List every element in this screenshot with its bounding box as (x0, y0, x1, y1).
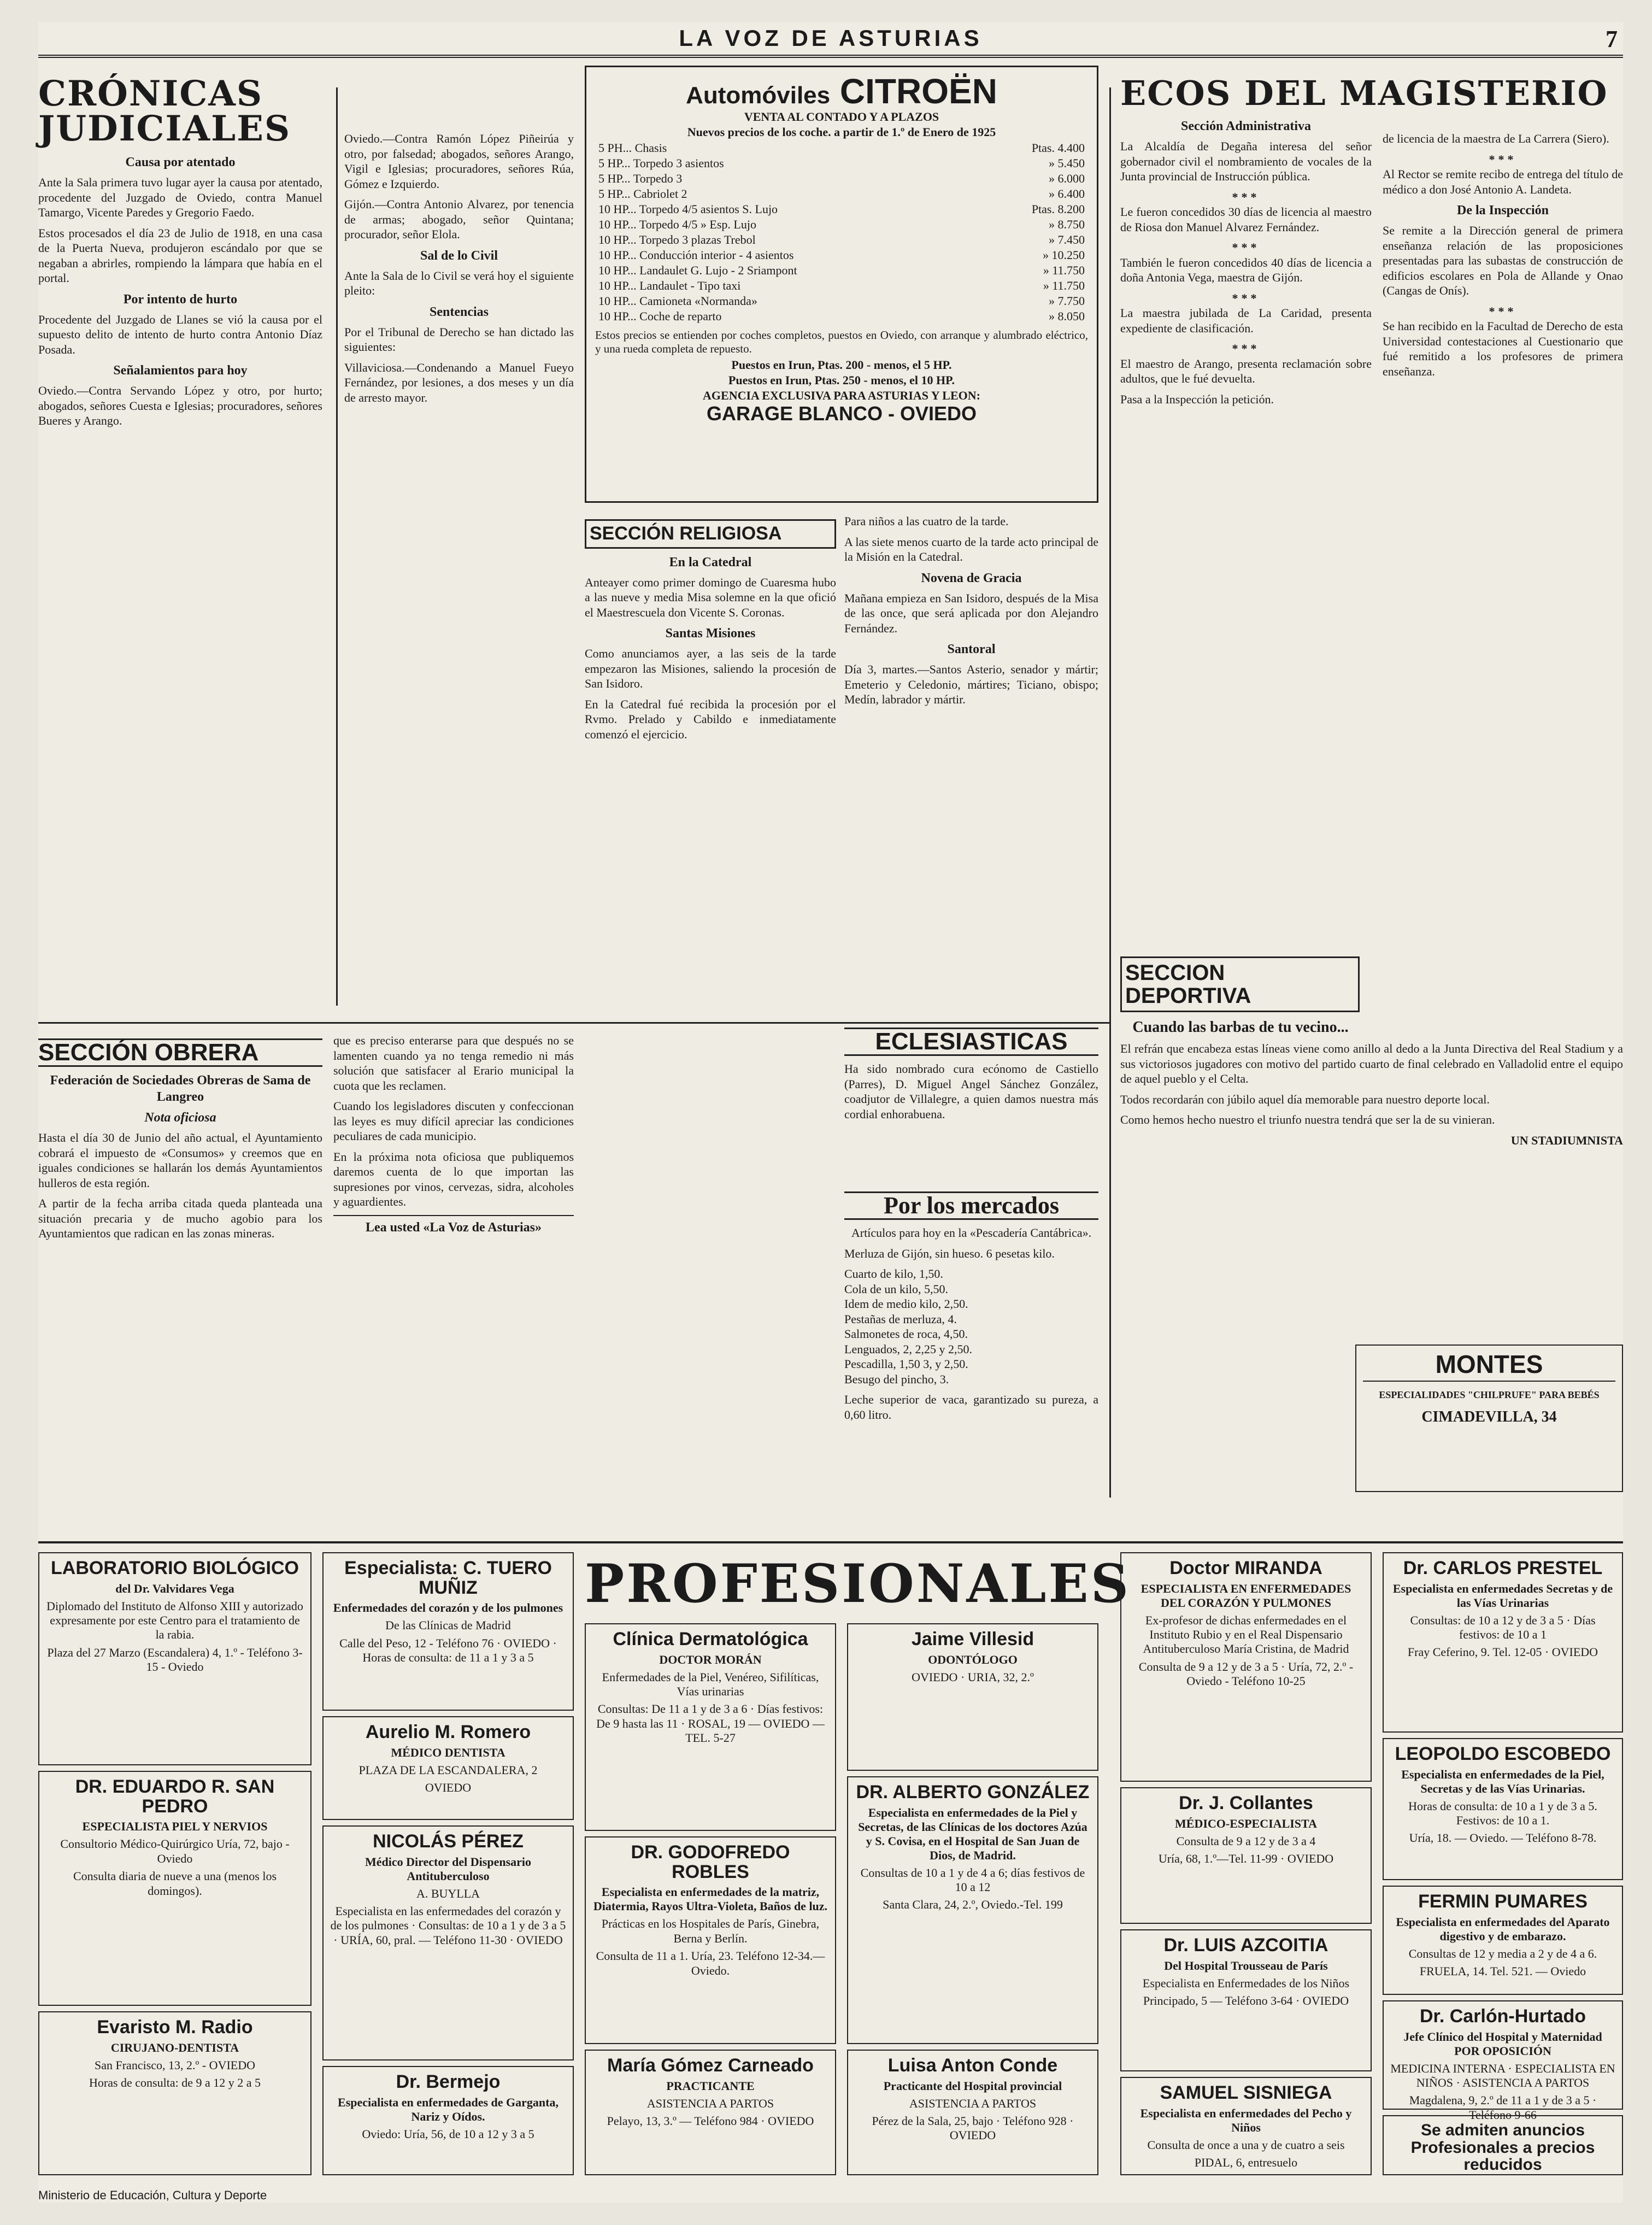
citroen-price-row (595, 202, 1088, 217)
ad-tuero-s1: Enfermedades del corazón y de los pulmones (333, 1601, 563, 1615)
religiosa-subhead: En la Catedral (669, 555, 752, 570)
ad-villesid-s2: OVIEDO · URIA, 32, 2.º (912, 1670, 1034, 1684)
cronicas-paragraph: Por el Tribunal de Derecho se han dictado las siguientes: (344, 325, 574, 354)
ad-prestel-s1: Especialista en enfermedades Secretas y de las Vías Urinarias (1392, 1581, 1613, 1610)
newspaper-title: LA VOZ DE ASTURIAS (679, 25, 983, 51)
deportiva-paragraph: Como hemos hecho nuestro el triunfo nuestra tendrá que ser la de su vinieran. (1120, 1113, 1495, 1126)
ad-perez-t: NICOLÁS PÉREZ (373, 1831, 524, 1852)
cronicas-paragraph: Procedente del Juzgado de Llanes se vió la causa por el supuesto delito de intento de hurto contra Antonio Díaz Posada. (38, 312, 322, 356)
ad-prestel (1383, 1552, 1623, 1733)
ad-bermejo-s2: Oviedo: Uría, 56, de 10 a 12 y 3 a 5 (362, 2127, 534, 2141)
ad-radio-t: Evaristo M. Radio (97, 2017, 253, 2038)
religiosa-paragraph: En la Catedral fué recibida la procesión por el Rvmo. Prelado y Cabildo e inmediatamente comenzó el ejercicio. (585, 697, 836, 741)
ad-romero-s2: PLAZA DE LA ESCANDALERA, 2 (358, 1763, 538, 1777)
column-rule (336, 87, 338, 1006)
montes-title: MONTES (1363, 1351, 1615, 1382)
religiosa-subhead: Santas Misiones (665, 626, 756, 641)
ad-prestel-s3: Fray Ceferino, 9. Tel. 12-05 · OVIEDO (1407, 1645, 1598, 1659)
ad-carneado-s2: ASISTENCIA A PARTOS (646, 2096, 774, 2110)
citroen-brand: CITROËN (839, 72, 997, 111)
cronicas-paragraph: Estos procesados el día 23 de Julio de 1918, en una casa de la Puerta Nueva, produjeron escándalo por que se negaban a abrirles, rompiendo la lámpara que había en el portal. (38, 226, 322, 285)
ad-gonzalez (847, 1776, 1098, 2044)
citroen-model: 10 HP... Torpedo 3 plazas Trebol (598, 233, 756, 246)
citroen-price-row (595, 217, 1088, 232)
magisterio-subhead: Sección Administrativa (1181, 119, 1311, 133)
ad-romero-s1: MÉDICO DENTISTA (391, 1745, 505, 1759)
religiosa-col-1 (585, 514, 836, 1541)
montes-address: CIMADEVILLA, 34 (1421, 1408, 1557, 1426)
religiosa-paragraph: Para niños a las cuatro de la tarde. (844, 514, 1009, 528)
ad-escobedo-s2: Horas de consulta: de 10 a 1 y de 3 a 5. Festivos: de 10 a 1. (1408, 1799, 1597, 1828)
religiosa-heading: SECCIÓN RELIGIOSA (585, 519, 836, 549)
ad-laboratorio-t: LABORATORIO BIOLÓGICO (51, 1558, 299, 1578)
deportiva-paragraph: El refrán que encabeza estas líneas viene como anillo al dedo a la Junta Directiva del Real Stadium y a sus victoriosos jugadores con motivo del partido cuarto de final celebrado en Valladolid entre el equipo de aquel pueblo y el Celta. (1120, 1042, 1623, 1085)
citroen-sub1: VENTA AL CONTADO Y A PLAZOS (744, 110, 939, 124)
ad-collantes-s3: Uría, 68, 1.º—Tel. 11-99 · OVIEDO (1158, 1852, 1334, 1866)
citroen-price-row (595, 186, 1088, 202)
ad-sisniega (1120, 2077, 1372, 2175)
citroen-price-row (595, 278, 1088, 293)
ad-sanpedro-s2: Consultorio Médico-Quirúrgico Uría, 72, bajo - Oviedo (60, 1837, 290, 1865)
citroen-model: 10 HP... Landaulet - Tipo taxi (598, 279, 741, 292)
citroen-price: » 6.400 (1049, 187, 1085, 201)
magisterio-paragraph: Le fueron concedidos 30 días de licencia al maestro de Riosa don Manuel Alvarez Fernández. (1120, 205, 1372, 234)
religiosa-paragraph: Día 3, martes.—Santos Asterio, senador y mártir; Emeterio y Celedonio, mártires; Ticiano, obispo; Medín, labrador y mártir. (844, 662, 1098, 706)
citroen-model: 5 HP... Torpedo 3 asientos (598, 156, 724, 170)
deportiva-heading: SECCION DEPORTIVA (1120, 956, 1360, 1012)
cronicas-paragraph: Oviedo.—Contra Ramón López Piñeirúa y otro, por falsedad; abogados, señores Arango, Vigil e Iglesias; procuradores, señores Rúa, Gómez e Izquierdo. (344, 132, 574, 191)
religiosa-subhead: Novena de Gracia (921, 571, 1022, 585)
obrera-paragraph: Cuando los legisladores discuten y confeccionan las leyes es muy difícil apreciar las condiciones peculiares de cada municipio. (333, 1099, 574, 1143)
ad-collantes-s1: MÉDICO-ESPECIALISTA (1175, 1816, 1317, 1830)
ad-robles-s2: Prácticas en los Hospitales de París, Ginebra, Berna y Berlín. (601, 1917, 820, 1945)
separator: *** (1232, 190, 1260, 204)
religiosa-col-2 (844, 514, 1098, 1017)
ad-escobedo-t: LEOPOLDO ESCOBEDO (1395, 1743, 1611, 1764)
newspaper-page (38, 22, 1623, 2203)
ad-bermejo (322, 2066, 574, 2175)
cronicas-paragraph: Oviedo.—Contra Servando López y otro, por hurto; abogados, señores Cuesta e Iglesias; procuradores, señores Bueres y Arango. (38, 384, 322, 427)
ad-robles (585, 1836, 836, 2044)
magisterio-paragraph: Pasa a la Inspección la petición. (1120, 392, 1274, 406)
citroen-price: » 8.750 (1049, 218, 1085, 231)
cronicas-paragraph: Villaviciosa.—Condenando a Manuel Fueyo Fernández, por lesiones, a dos meses y un día de arresto mayor. (344, 360, 574, 404)
mercados-intro: Artículos para hoy en la «Pescadería Cantábrica». (851, 1226, 1092, 1240)
ad-sanpedro (38, 1771, 311, 2006)
mercados-heading: Por los mercados (844, 1191, 1098, 1220)
obrera-subhead: Nota oficiosa (144, 1111, 216, 1125)
citroen-price: » 11.750 (1043, 279, 1085, 292)
ad-laboratorio-s1: del Dr. Valvidares Vega (115, 1581, 234, 1595)
ad-gonzalez-s2: Consultas de 10 a 1 y de 4 a 6; días festivos de 10 a 12 (860, 1865, 1085, 1894)
eclesiasticas-col (844, 1022, 1098, 1175)
mercados-list (844, 1266, 1098, 1387)
ad-collantes-t: Dr. J. Collantes (1179, 1793, 1313, 1813)
ad-sanpedro-s3: Consulta diaria de nueve a una (menos los domingos). (73, 1869, 277, 1898)
ad-hurtado-s1: Jefe Clínico del Hospital y Maternidad POR OPOSICIÓN (1403, 2029, 1602, 2058)
cronicas-paragraph: Ante la Sala de lo Civil se verá hoy el siguiente pleito: (344, 268, 574, 297)
eclesiasticas-heading: ECLESIASTICAS (844, 1028, 1098, 1056)
religiosa-paragraph: A las siete menos cuarto de la tarde acto principal de la Misión en la Catedral. (844, 535, 1098, 563)
obrera-paragraph: A partir de la fecha arriba citada queda planteada una situación precaria y de mucho agobio para los Ayuntamientos que radican en las zonas mineras. (38, 1196, 322, 1241)
ad-bermejo-t: Dr. Bermejo (396, 2071, 501, 2092)
mercados-item: Salmonetes de roca, 4,50. (844, 1327, 968, 1341)
montes-ad (1355, 1345, 1623, 1492)
citroen-price-row (595, 171, 1088, 186)
citroen-price-row (595, 293, 1088, 309)
montes-sub: ESPECIALIDADES "CHILPRUFE" PARA BEBÉS (1379, 1389, 1600, 1401)
obrera-paragraph: Hasta el día 30 de Junio del año actual, el Ayuntamiento cobrará el impuesto de «Consumos» y creemos que en iguales condiciones se hallarán los demás Ayuntamientos hulleros de esta región. (38, 1131, 322, 1190)
citroen-model: 10 HP... Landaulet G. Lujo - 2 Sriampont (598, 263, 797, 277)
citroen-price-row (595, 309, 1088, 324)
cronicas-subhead: Señalamientos para hoy (113, 363, 248, 378)
ad-gonzalez-t: DR. ALBERTO GONZÁLEZ (856, 1782, 1090, 1803)
mercados-item: Pestañas de merluza, 4. (844, 1312, 957, 1326)
cronicas-paragraph: Gijón.—Contra Antonio Alvarez, por tenencia de armas; abogado, señor Quintana; procurador, señor Elola. (344, 197, 574, 241)
citroen-price-row (595, 263, 1088, 278)
ad-carneado-s3: Pelayo, 13, 3.º — Teléfono 984 · OVIEDO (607, 2114, 814, 2128)
mercados-col (844, 1186, 1098, 1536)
cronicas-subhead: Sentencias (430, 304, 489, 319)
citroen-price: » 8.050 (1049, 309, 1085, 323)
ad-azcoitia-t: Dr. LUIS AZCOITIA (1163, 1935, 1328, 1956)
ad-romero (322, 1716, 574, 1820)
ad-conde-s2: ASISTENCIA A PARTOS (909, 2096, 1037, 2110)
ad-moran-s1: DOCTOR MORÁN (659, 1652, 762, 1666)
ad-hurtado-s2: MEDICINA INTERNA · ESPECIALISTA EN NIÑOS · ASISTENCIA A PARTOS (1390, 2061, 1615, 2090)
citroen-price: » 6.000 (1049, 172, 1085, 185)
mercados-paragraph: Leche superior de vaca, garantizado su pureza, a 0,60 litro. (844, 1393, 1098, 1422)
ad-carneado (585, 2050, 836, 2175)
ad-robles-s1: Especialista en enfermedades de la matriz, Diatermia, Rayos Ultra-Violeta, Baños de luz. (593, 1885, 828, 1913)
ad-prestel-t: Dr. CARLOS PRESTEL (1403, 1558, 1603, 1578)
ad-radio (38, 2011, 311, 2175)
ad-perez-s2: A. BUYLLA (416, 1886, 480, 1900)
ad-hurtado-s3: Magdalena, 9, 2.º de 11 a 1 y de 3 a 5 · Teléfono 9-66 (1409, 2093, 1597, 2122)
ad-sanpedro-s1: ESPECIALISTA PIEL Y NERVIOS (82, 1819, 268, 1834)
ad-hurtado-t: Dr. Carlón-Hurtado (1419, 2006, 1586, 2027)
citroen-model: 10 HP... Conducción interior - 4 asientos (598, 248, 794, 262)
ad-laboratorio-s3: Plaza del 27 Marzo (Escandalera) 4, 1.º - Teléfono 3-15 - Oviedo (47, 1645, 303, 1674)
ad-tuero-t: Especialista: C. TUERO MUÑIZ (344, 1558, 552, 1598)
separator: *** (1489, 152, 1517, 166)
citroen-model: 10 HP... Coche de reparto (598, 309, 722, 323)
ad-sisniega-t: SAMUEL SISNIEGA (1160, 2082, 1332, 2103)
ad-tuero (322, 1552, 574, 1711)
ad-romero-t: Aurelio M. Romero (365, 1722, 531, 1742)
citroen-model: 5 HP... Torpedo 3 (598, 172, 683, 185)
ad-moran-s3: Consultas: De 11 a 1 y de 3 a 6 · Días festivos: De 9 hasta las 11 · ROSAL, 19 — OVIEDO — TEL. 5-27 (596, 1702, 825, 1745)
ad-collantes (1120, 1787, 1372, 1924)
magisterio-paragraph: Se han recibido en la Facultad de Derecho de esta Universidad contestaciones al Cuestionario que fué remitido a los profesores de primera enseñanza. (1383, 319, 1623, 378)
ad-sisniega-s1: Especialista en enfermedades del Pecho y Niños (1140, 2106, 1352, 2134)
magisterio-paragraph: Al Rector se remite recibo de entrega del título de médico a don José Antonio A. Landeta. (1383, 167, 1623, 196)
magisterio-subhead: De la Inspección (1457, 203, 1549, 218)
mercados-item: Pescadilla, 1,50 3, y 2,50. (844, 1357, 968, 1371)
ad-hurtado (1383, 2000, 1623, 2122)
ad-conde (847, 2050, 1098, 2175)
cronicas-col-1 (38, 71, 322, 1011)
mercados-item: Cuarto de kilo, 1,50. (844, 1267, 943, 1281)
cronicas-heading: CRÓNICAS JUDICIALES (38, 73, 291, 149)
citroen-ad (585, 66, 1098, 503)
magisterio-paragraph: También le fueron concedidos 40 días de licencia a doña Antonia Vega, maestra de Gijón. (1120, 255, 1372, 284)
ad-radio-s3: Horas de consulta: de 9 a 12 y 2 a 5 (89, 2076, 261, 2090)
ad-tuero-s2: De las Clínicas de Madrid (385, 1618, 511, 1633)
citroen-model: 10 HP... Torpedo 4/5 » Esp. Lujo (598, 218, 756, 231)
magisterio-paragraph: La maestra jubilada de La Caridad, presenta expediente de clasificación. (1120, 306, 1372, 335)
ad-perez-s3: Especialista en las enfermedades del corazón y de los pulmones · Consultas: de 10 a 1 y de 3 a 5 · URÍA, 60, pral. — Teléfono 11-30 · OVIEDO (330, 1904, 566, 1947)
ad-pumares-s2: Consultas de 12 y media a 2 y de 4 a 6. (1408, 1946, 1597, 1960)
ad-sisniega-s2: Consulta de once a una y de cuatro a seis (1147, 2138, 1345, 2152)
page-number: 7 (1606, 26, 1618, 52)
ad-collantes-s2: Consulta de 9 a 12 y de 3 a 4 (1176, 1834, 1316, 1848)
ad-miranda-t: Doctor MIRANDA (1169, 1558, 1322, 1578)
ad-villesid-t: Jaime Villesid (911, 1629, 1034, 1649)
ad-villesid-s1: ODONTÓLOGO (928, 1652, 1018, 1666)
cronicas-col-2 (344, 131, 574, 1006)
ad-gonzalez-s1: Especialista en enfermedades de la Piel y Secretas, de las Clínicas de los doctores Azúa y S. Covisa, en el Hospital de San Juan de Dios, de Madrid. (858, 1805, 1087, 1862)
cronicas-subhead: Por intento de hurto (123, 292, 238, 307)
ad-robles-s3: Consulta de 11 a 1. Uría, 23. Teléfono 12-34.—Oviedo. (596, 1949, 825, 1977)
magisterio-paragraph: Se remite a la Dirección general de primera enseñanza relación de las proposiciones presentadas para las subastas de construcción de edificios escolares en Pola de Allande y Onao (Cangas de Onís). (1383, 224, 1623, 297)
ad-bermejo-s1: Especialista en enfermedades de Garganta, Nariz y Oídos. (338, 2095, 558, 2123)
ad-miranda (1120, 1552, 1372, 1782)
ad-moran-t: Clínica Dermatológica (613, 1629, 808, 1649)
ad-carneado-t: María Gómez Carneado (607, 2055, 814, 2076)
citroen-price: » 10.250 (1043, 248, 1085, 262)
magisterio-paragraph: de licencia de la maestra de La Carrera (Siero). (1383, 132, 1609, 145)
ad-carneado-s1: PRACTICANTE (666, 2079, 755, 2093)
citroen-price-table (595, 140, 1088, 324)
citroen-agency: AGENCIA EXCLUSIVA PARA ASTURIAS Y LEON: (703, 389, 980, 402)
religiosa-paragraph: Anteayer como primer domingo de Cuaresma hubo a las nueve y media Misa solemne en la que ofició el Maestrescuela don Vicente S. Coronas. (585, 575, 836, 619)
magisterio-paragraph: El maestro de Arango, presenta reclamación sobre adultos, que le fué devuelta. (1120, 356, 1372, 385)
citroen-price-row (595, 156, 1088, 171)
section-rule (38, 1541, 1623, 1543)
deportiva-paragraph: Todos recordarán con júbilo aquel día memorable para nuestro deporte local. (1120, 1092, 1490, 1106)
ad-sisniega-s3: PIDAL, 6, entresuelo (1194, 2156, 1298, 2170)
obrera-footer: Lea usted «La Voz de Asturias» (333, 1215, 574, 1236)
mercados-item: Lenguados, 2, 2,25 y 2,50. (844, 1342, 973, 1356)
ad-moran-s2: Enfermedades de la Piel, Venéreo, Sifilíticas, Vías urinarias (602, 1670, 819, 1699)
cronicas-subhead: Causa por atentado (125, 155, 236, 169)
separator: *** (1232, 240, 1260, 254)
citroen-irun2: Puestos en Irun, Ptas. 250 - menos, el 10 HP. (728, 373, 955, 387)
religiosa-subhead: Santoral (947, 642, 996, 656)
ad-villesid (847, 1623, 1098, 1771)
magisterio-col-2 (1383, 131, 1623, 946)
ad-anuncios (1383, 2115, 1623, 2175)
deportiva-signature: UN STADIUMNISTA (1510, 1133, 1623, 1147)
citroen-line1: Automóviles (686, 82, 831, 109)
ad-pumares-s3: FRUELA, 14. Tel. 521. — Oviedo (1419, 1964, 1586, 1979)
citroen-model: 10 HP... Torpedo 4/5 asientos S. Lujo (598, 202, 778, 216)
obrera-subhead: Federación de Sociedades Obreras de Sama de Langreo (50, 1073, 311, 1105)
ad-anuncios-t: Se admiten anuncios Profesionales a precios reducidos (1410, 2121, 1595, 2174)
citroen-price-row (595, 248, 1088, 263)
ad-conde-s3: Pérez de la Sala, 25, bajo · Teléfono 928 · OVIEDO (872, 2114, 1074, 2142)
obrera-col-2 (333, 1033, 574, 1536)
obrera-paragraph: que es preciso enterarse para que después no se lamenten cuando ya no tenga remedio ni más solución que satisfacer al Erario municipal la cuota que les reclamen. (333, 1034, 574, 1093)
separator: *** (1232, 342, 1260, 355)
obrera-heading: SECCIÓN OBRERA (38, 1038, 322, 1067)
citroen-price: » 7.450 (1049, 233, 1085, 246)
ad-laboratorio-s2: Diplomado del Instituto de Alfonso XIII y autorizado expresamente por este Centro para el tratamiento de la rabia. (46, 1599, 303, 1642)
ad-radio-s1: CIRUJANO-DENTISTA (110, 2040, 239, 2054)
deportiva-subhead: Cuando las barbas de tu vecino... (1132, 1019, 1349, 1036)
ad-escobedo-s3: Uría, 18. — Oviedo. — Teléfono 8-78. (1409, 1831, 1597, 1845)
ad-sanpedro-t: DR. EDUARDO R. SAN PEDRO (75, 1776, 275, 1817)
ad-escobedo-s1: Especialista en enfermedades de la Piel, Secretas y de las Vías Urinarias. (1401, 1767, 1604, 1795)
obrera-paragraph: En la próxima nota oficiosa que publiquemos daremos cuenta de lo que importan las supresiones por vinos, cervezas, sidra, alcoholes y aguardientes. (333, 1149, 574, 1208)
citroen-model: 10 HP... Camioneta «Normanda» (598, 294, 757, 308)
separator: *** (1489, 304, 1517, 318)
citroen-brand-line (595, 74, 1088, 109)
citroen-model: 5 HP... Cabriolet 2 (598, 187, 687, 201)
religiosa-paragraph: Mañana empieza en San Isidoro, después de la Misa de las once, que será aplicada por don Alejandro Fernández. (844, 591, 1098, 635)
mercados-paragraph: Merluza de Gijón, sin hueso. 6 pesetas kilo. (844, 1246, 1055, 1260)
mercados-item: Cola de un kilo, 5,50. (844, 1282, 949, 1296)
column-rule (1109, 87, 1111, 1498)
mercados-item: Besugo del pincho, 3. (844, 1372, 949, 1386)
citroen-sub2: Nuevos precios de los coche. a partir de 1.º de Enero de 1925 (687, 125, 996, 139)
ad-conde-t: Luisa Anton Conde (887, 2055, 1058, 2076)
obrera-col-1 (38, 1033, 322, 1536)
masthead (38, 22, 1623, 58)
ad-tuero-s3: Calle del Peso, 12 - Teléfono 76 · OVIEDO · Horas de consulta: de 11 a 1 y 3 a 5 (339, 1636, 557, 1665)
ad-radio-s2: San Francisco, 13, 2.º - OVIEDO (95, 2058, 255, 2072)
separator: *** (1232, 291, 1260, 305)
citroen-price: » 7.750 (1049, 294, 1085, 308)
ad-miranda-s1: ESPECIALISTA EN ENFERMEDADES DEL CORAZÓN Y PULMONES (1140, 1581, 1351, 1610)
ad-gonzalez-s3: Santa Clara, 24, 2.º, Oviedo.-Tel. 199 (883, 1898, 1063, 1912)
ad-laboratorio (38, 1552, 311, 1765)
ad-miranda-s2: Ex-profesor de dichas enfermedades en el Instituto Rubio y en el Real Dispensario Antituberculoso María Cristina, de Madrid (1143, 1613, 1349, 1656)
magisterio-paragraph: La Alcaldía de Degaña interesa del señor gobernador civil el nombramiento de vocales de la Junta provincial de Instrucción pública. (1120, 139, 1372, 183)
citroen-note: Estos precios se entienden por coches completos, puestos en Oviedo, con arranque y alumbrado eléctrico, y una rueda completa de repuesto. (595, 328, 1088, 355)
ad-robles-t: DR. GODOFREDO ROBLES (631, 1842, 790, 1882)
citroen-price: » 11.750 (1043, 263, 1085, 277)
profesionales-heading: PROFESIONALES (585, 1553, 1131, 1615)
citroen-price: » 5.450 (1049, 156, 1085, 170)
ad-moran (585, 1623, 836, 1831)
magisterio-heading: ECOS DEL MAGISTERIO (1120, 73, 1608, 113)
ad-pumares (1383, 1886, 1623, 1995)
mercados-item: Idem de medio kilo, 2,50. (844, 1297, 968, 1311)
citroen-price: Ptas. 4.400 (1031, 141, 1085, 155)
ad-prestel-s2: Consultas: de 10 a 12 y de 3 a 5 · Días festivos: de 10 a 1 (1410, 1613, 1596, 1642)
ad-conde-s1: Practicante del Hospital provincial (883, 2079, 1062, 2093)
ad-escobedo (1383, 1738, 1623, 1880)
ad-azcoitia (1120, 1929, 1372, 2071)
footer-credit: Ministerio de Educación, Cultura y Deporte (38, 2188, 267, 2202)
ad-romero-s3: OVIEDO (425, 1781, 472, 1795)
eclesiasticas-paragraph: Ha sido nombrado cura ecónomo de Castiello (Parres), D. Miguel Angel Sánchez González, coadjutor de Villalegre, a quien damos nuestra más cordial enhorabuena. (844, 1062, 1098, 1121)
ad-pumares-s1: Especialista en enfermedades del Aparato digestivo y de embarazo. (1396, 1915, 1610, 1943)
citroen-garage: GARAGE BLANCO - OVIEDO (706, 402, 977, 425)
ad-pumares-t: FERMIN PUMARES (1418, 1891, 1588, 1912)
citroen-price: Ptas. 8.200 (1031, 202, 1085, 216)
cronicas-subhead: Sal de lo Civil (420, 248, 498, 263)
citroen-price-row (595, 232, 1088, 248)
cronicas-paragraph: Ante la Sala primera tuvo lugar ayer la causa por atentado, procedente del Juzgado de Oviedo, contra Manuel Tamargo, Vicente Paredes y Gregorio Faedo. (38, 175, 322, 219)
ad-azcoitia-s2: Especialista en Enfermedades de los Niños (1142, 1976, 1350, 1990)
citroen-price-row (595, 140, 1088, 156)
ad-azcoitia-s1: Del Hospital Trousseau de París (1164, 1958, 1328, 1972)
ad-perez (322, 1825, 574, 2060)
ad-perez-s1: Médico Director del Dispensario Antituberculoso (365, 1854, 532, 1883)
ad-miranda-s3: Consulta de 9 a 12 y de 3 a 5 · Uría, 72, 2.º - Oviedo - Teléfono 10-25 (1138, 1659, 1354, 1688)
religiosa-paragraph: Como anunciamos ayer, a las seis de la tarde empezaron las Misiones, saliendo la procesión de San Isidoro. (585, 647, 836, 691)
ad-azcoitia-s3: Principado, 5 — Teléfono 3-64 · OVIEDO (1143, 1994, 1349, 2008)
citroen-irun: Puestos en Irun, Ptas. 200 - menos, el 5 HP. (731, 358, 952, 372)
citroen-model: 5 PH... Chasis (598, 141, 667, 155)
